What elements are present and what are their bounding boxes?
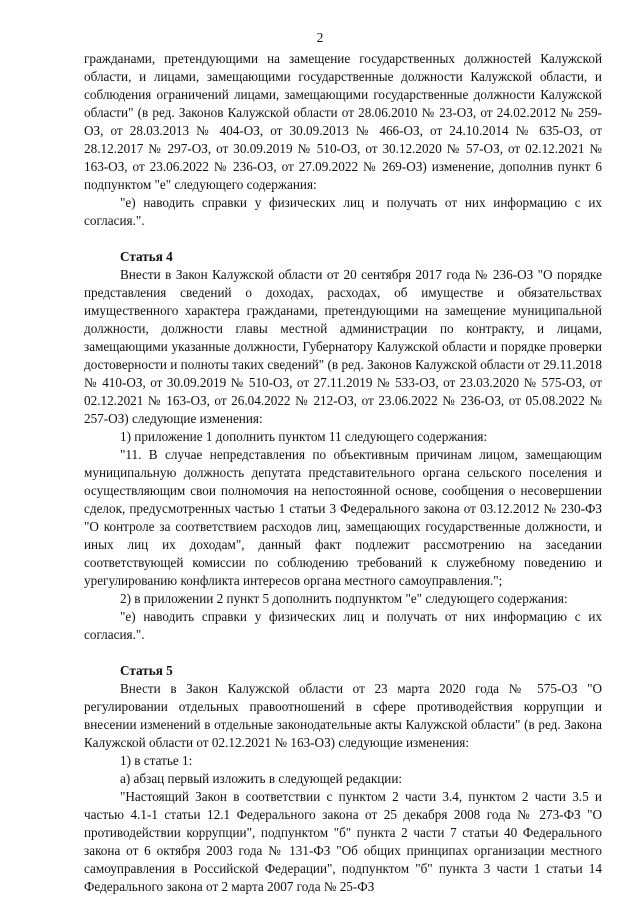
- article-4-paragraph-2: 1) приложение 1 дополнить пунктом 11 следующего содержания:: [120, 429, 488, 444]
- spacer: [84, 230, 602, 248]
- spacer: [84, 644, 602, 662]
- article-5-paragraph-1: Внести в Закон Калужской области от 23 марта 2020 года № 575-ОЗ "О регулировании отдельных правоотношений в сфере противодействия коррупции и внесении изменений в отдельные законодательные акты Калужской области" (в ред. Закона Калужской области от 02.12.2021 № 163-ОЗ) следующие изменения:: [84, 681, 602, 750]
- article-5-paragraph-3: а) абзац первый изложить в следующей редакции:: [120, 771, 403, 786]
- document-body: [84, 50, 602, 896]
- page-number: 2: [316, 30, 324, 45]
- article-4-paragraph-5: "е) наводить справки у физических лиц и получать от них информацию с их согласия.".: [84, 609, 602, 642]
- article-4-paragraph-4: 2) в приложении 2 пункт 5 дополнить подпунктом "е" следующего содержания:: [120, 591, 568, 606]
- article-4-paragraph-1: Внести в Закон Калужской области от 20 сентября 2017 года № 236-ОЗ "О порядке представления сведений о доходах, расходах, об имуществе и обязательствах имущественного характера гражданами, претендующими на замещение муниципальной должности, должности главы местной администрации по контракту, и лицами, замещающими указанные должности, Губернатору Калужской области и порядке проверки достоверности и полноты таких сведений" (в ред. Законов Калужской области от 29.11.2018 № 410-ОЗ, от 30.09.2019 № 510-ОЗ, от 27.11.2019 № 533-ОЗ, от 23.03.2020 № 575-ОЗ, от 02.12.2021 № 163-ОЗ, от 26.04.2022 № 212-ОЗ, от 23.06.2022 № 236-ОЗ, от 05.08.2022 № 257-ОЗ) следующие изменения:: [84, 267, 602, 426]
- article-4-paragraph-3: "11. В случае непредставления по объективным причинам лицом, замещающим муниципальную должность депутата представительного органа сельского поселения и осуществляющим свои полномочия на непостоянной основе, сообщения о несовершении сделок, предусмотренных частью 1 статьи 3 Федерального закона от 03.12.2012 № 230-ФЗ "О контроле за соответствием расходов лиц, замещающих государственные должности, и иных лиц их доходам", данный факт подлежит рассмотрению на заседании соответствующей комиссии по соблюдению требований к служебному поведению и урегулированию конфликта интересов органа местного самоуправления.";: [84, 447, 602, 588]
- article-5-heading: Статья 5: [120, 663, 173, 678]
- intro-paragraph: гражданами, претендующими на замещение государственных должностей Калужской области, и лицами, замещающими государственные должности Калужской области, и соблюдения ограничений лицами, замещающими государственные должности Калужской области" (в ред. Законов Калужской области от 28.06.2010 № 23-ОЗ, от 24.02.2012 № 259-ОЗ, от 28.03.2013 № 404-ОЗ, от 30.09.2013 № 466-ОЗ, от 24.10.2014 № 635-ОЗ, от 28.12.2017 № 297-ОЗ, от 30.09.2019 № 510-ОЗ, от 30.12.2020 № 57-ОЗ, от 02.12.2021 № 163-ОЗ, от 23.06.2022 № 236-ОЗ, от 27.09.2022 № 269-ОЗ) изменение, дополнив пункт 6 подпунктом "е" следующего содержания:: [84, 51, 602, 192]
- article-4-heading: Статья 4: [120, 249, 173, 264]
- article-5-paragraph-2: 1) в статье 1:: [120, 753, 193, 768]
- article-5-paragraph-4: "Настоящий Закон в соответствии с пунктом 2 части 3.4, пунктом 2 части 3.5 и частью 4.1-1 статьи 12.1 Федерального закона от 25 декабря 2008 года № 273-ФЗ "О противодействии коррупции", подпунктом "б" пункта 2 части 7 статьи 40 Федерального закона от 6 октября 2003 года № 131-ФЗ "Об общих принципах организации местного самоуправления в Российской Федерации", подпунктом "б" пункта 3 части 1 статьи 14 Федерального закона от 2 марта 2007 года № 25-ФЗ: [84, 789, 602, 894]
- intro-quote: "е) наводить справки у физических лиц и получать от них информацию с их согласия.".: [84, 195, 602, 228]
